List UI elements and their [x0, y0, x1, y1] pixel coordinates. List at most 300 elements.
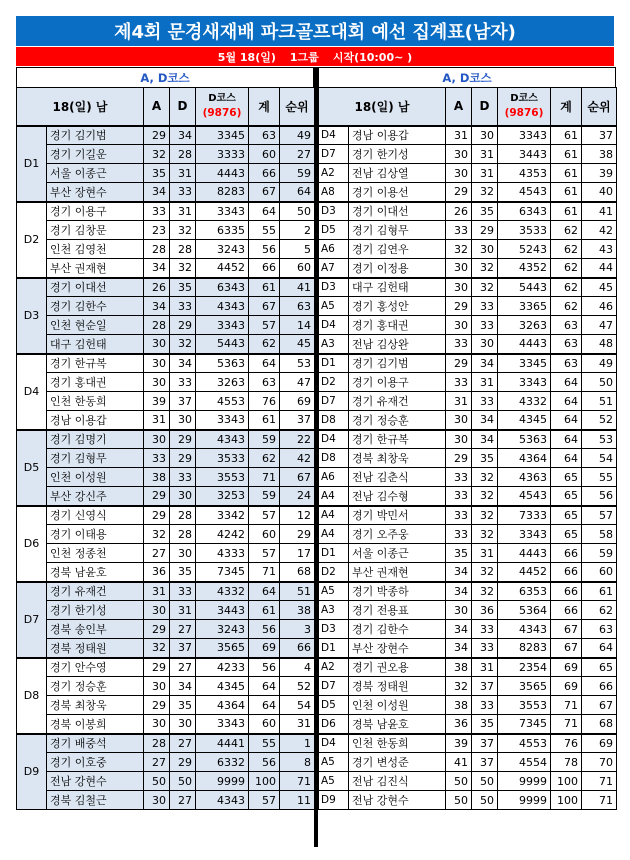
table-row	[319, 240, 617, 259]
table-row	[319, 715, 617, 734]
score-total: 55	[249, 221, 280, 240]
score-dcourse: 4452	[196, 259, 249, 278]
score-d: 28	[170, 506, 196, 525]
score-d: 34	[472, 411, 498, 430]
player-name: 전남 김춘식	[349, 468, 446, 487]
header-rank: 순위	[582, 88, 617, 126]
score-dcourse: 4364	[498, 449, 551, 468]
rank: 12	[280, 506, 315, 525]
player-name: 경기 김기범	[47, 126, 144, 145]
rank: 2	[280, 221, 315, 240]
score-a: 33	[446, 487, 472, 506]
table-row	[17, 734, 315, 753]
player-name: 서울 이종근	[349, 544, 446, 563]
rank: 70	[582, 753, 617, 772]
player-name: 경북 김철근	[47, 791, 144, 810]
score-d: 33	[472, 392, 498, 411]
score-a: 31	[144, 582, 170, 601]
score-a: 32	[144, 525, 170, 544]
player-name: 경기 한기성	[47, 601, 144, 620]
score-total: 57	[249, 544, 280, 563]
score-dcourse: 6343	[498, 202, 551, 221]
score-total: 60	[249, 145, 280, 164]
group-code: D9	[17, 734, 47, 810]
group-code: D1	[319, 544, 349, 563]
table-row	[319, 639, 617, 658]
header-total: 계	[249, 88, 280, 126]
table-row	[17, 563, 315, 582]
group-code: A4	[319, 487, 349, 506]
score-d: 34	[472, 430, 498, 449]
table-row	[319, 677, 617, 696]
table-row	[17, 601, 315, 620]
score-dcourse: 3553	[196, 468, 249, 487]
player-name: 부산 장현수	[349, 639, 446, 658]
score-total: 62	[551, 278, 582, 297]
score-dcourse: 5243	[498, 240, 551, 259]
score-dcourse: 3343	[498, 373, 551, 392]
score-a: 38	[446, 658, 472, 677]
score-a: 26	[144, 278, 170, 297]
player-name: 인천 정종천	[47, 544, 144, 563]
table-row	[319, 620, 617, 639]
schedule-group: 1그룹	[289, 50, 319, 64]
table-row	[319, 601, 617, 620]
rank: 39	[582, 164, 617, 183]
score-d: 32	[472, 487, 498, 506]
group-code: D3	[319, 620, 349, 639]
score-a: 30	[446, 278, 472, 297]
rank: 50	[280, 202, 315, 221]
score-total: 61	[249, 601, 280, 620]
rank: 27	[280, 145, 315, 164]
score-a: 29	[446, 297, 472, 316]
player-name: 부산 권재현	[47, 259, 144, 278]
rank: 61	[582, 582, 617, 601]
score-a: 38	[144, 468, 170, 487]
score-dcourse: 4345	[498, 411, 551, 430]
score-total: 66	[551, 544, 582, 563]
table-row	[319, 202, 617, 221]
header-d: D	[170, 88, 196, 126]
score-dcourse: 4553	[196, 392, 249, 411]
score-d: 29	[170, 753, 196, 772]
score-d: 31	[170, 202, 196, 221]
table-row	[17, 335, 315, 354]
score-d: 35	[472, 715, 498, 734]
player-name: 경기 김형무	[349, 221, 446, 240]
group-code: D5	[319, 696, 349, 715]
group-code: D3	[319, 202, 349, 221]
score-a: 34	[144, 259, 170, 278]
group-code: A5	[319, 772, 349, 791]
group-code: D2	[17, 202, 47, 278]
score-d: 31	[472, 544, 498, 563]
score-dcourse: 3533	[498, 221, 551, 240]
score-total: 69	[551, 677, 582, 696]
score-d: 34	[170, 677, 196, 696]
score-d: 29	[170, 430, 196, 449]
table-row	[319, 145, 617, 164]
score-d: 33	[170, 468, 196, 487]
table-row	[17, 791, 315, 810]
score-d: 35	[170, 696, 196, 715]
rank: 38	[280, 601, 315, 620]
score-dcourse: 4233	[196, 658, 249, 677]
score-a: 33	[144, 202, 170, 221]
score-dcourse: 3343	[498, 525, 551, 544]
table-row	[319, 335, 617, 354]
score-d: 30	[472, 240, 498, 259]
rank: 38	[582, 145, 617, 164]
player-name: 경기 이대선	[349, 202, 446, 221]
score-total: 61	[551, 164, 582, 183]
score-dcourse: 4543	[498, 487, 551, 506]
score-a: 30	[446, 145, 472, 164]
score-total: 57	[249, 506, 280, 525]
player-name: 경북 최창욱	[349, 449, 446, 468]
table-row	[17, 487, 315, 506]
score-dcourse: 3345	[498, 354, 551, 373]
player-name: 경기 이용구	[47, 202, 144, 221]
score-a: 30	[446, 316, 472, 335]
group-code: A6	[319, 240, 349, 259]
rank: 66	[582, 677, 617, 696]
rank: 60	[280, 259, 315, 278]
table-row	[17, 753, 315, 772]
table-row	[17, 259, 315, 278]
score-total: 59	[249, 487, 280, 506]
score-d: 34	[472, 354, 498, 373]
group-code: A4	[319, 506, 349, 525]
score-dcourse: 4332	[196, 582, 249, 601]
score-d: 30	[472, 335, 498, 354]
schedule-date: 5월 18(일)	[217, 50, 276, 64]
score-a: 30	[144, 430, 170, 449]
score-a: 30	[446, 259, 472, 278]
rank: 52	[280, 677, 315, 696]
rank: 24	[280, 487, 315, 506]
player-name: 경기 이용선	[349, 183, 446, 202]
score-a: 32	[446, 240, 472, 259]
score-d: 31	[170, 601, 196, 620]
group-code: A5	[319, 582, 349, 601]
group-code: A3	[319, 601, 349, 620]
player-name: 경기 김연우	[349, 240, 446, 259]
score-a: 50	[144, 772, 170, 791]
player-name: 전남 김진식	[349, 772, 446, 791]
score-total: 64	[249, 677, 280, 696]
player-name: 인천 김영천	[47, 240, 144, 259]
header-d: D	[472, 88, 498, 126]
schedule-start: 시작(10:00~ )	[332, 50, 413, 64]
score-dcourse: 4441	[196, 734, 249, 753]
score-d: 35	[472, 449, 498, 468]
rank: 67	[280, 468, 315, 487]
header-dcourse-label: D코스	[510, 93, 538, 105]
score-total: 64	[249, 354, 280, 373]
player-name: 전남 김상완	[349, 335, 446, 354]
score-a: 34	[446, 620, 472, 639]
rank: 53	[280, 354, 315, 373]
score-dcourse: 3343	[196, 411, 249, 430]
table-row	[319, 563, 617, 582]
score-total: 71	[551, 696, 582, 715]
table-row	[17, 525, 315, 544]
header-a: A	[446, 88, 472, 126]
table-row	[17, 468, 315, 487]
score-total: 65	[551, 468, 582, 487]
score-total: 63	[249, 126, 280, 145]
score-dcourse: 6343	[196, 278, 249, 297]
table-row	[319, 183, 617, 202]
rank: 52	[582, 411, 617, 430]
rank: 46	[582, 297, 617, 316]
score-dcourse: 3253	[196, 487, 249, 506]
group-code: D4	[319, 126, 349, 145]
score-a: 33	[446, 506, 472, 525]
score-a: 23	[144, 221, 170, 240]
score-a: 34	[144, 183, 170, 202]
page-title: 제4회 문경새재배 파크골프대회 예선 집계표(남자)	[16, 16, 614, 46]
score-dcourse: 7345	[196, 563, 249, 582]
score-d: 33	[170, 582, 196, 601]
score-dcourse: 5363	[498, 430, 551, 449]
rank: 60	[582, 563, 617, 582]
score-dcourse: 4345	[196, 677, 249, 696]
score-d: 28	[170, 145, 196, 164]
score-dcourse: 7345	[498, 715, 551, 734]
score-dcourse: 5443	[196, 335, 249, 354]
score-a: 30	[144, 354, 170, 373]
player-name: 경기 김형무	[47, 449, 144, 468]
group-code: A4	[319, 525, 349, 544]
player-name: 경기 유재건	[47, 582, 144, 601]
score-d: 31	[472, 145, 498, 164]
score-dcourse: 4343	[498, 620, 551, 639]
score-dcourse: 3345	[196, 126, 249, 145]
score-d: 29	[170, 449, 196, 468]
score-dcourse: 3342	[196, 506, 249, 525]
score-d: 33	[472, 297, 498, 316]
header-day: 18(일) 남	[17, 88, 144, 126]
score-dcourse: 6353	[498, 582, 551, 601]
score-total: 63	[551, 354, 582, 373]
score-dcourse: 4543	[498, 183, 551, 202]
player-name: 경기 박민서	[349, 506, 446, 525]
player-name: 경북 남윤호	[47, 563, 144, 582]
score-dcourse: 3565	[196, 639, 249, 658]
player-name: 경기 한규복	[349, 430, 446, 449]
score-d: 32	[472, 506, 498, 525]
player-name: 경남 이용갑	[349, 126, 446, 145]
score-total: 76	[551, 734, 582, 753]
score-d: 34	[170, 126, 196, 145]
table-row	[17, 183, 315, 202]
score-a: 35	[144, 164, 170, 183]
score-a: 39	[446, 734, 472, 753]
group-code: D8	[319, 411, 349, 430]
score-a: 32	[144, 639, 170, 658]
score-dcourse: 4452	[498, 563, 551, 582]
score-total: 59	[249, 430, 280, 449]
score-a: 26	[446, 202, 472, 221]
score-dcourse: 3443	[196, 601, 249, 620]
rank: 64	[280, 183, 315, 202]
score-a: 30	[446, 164, 472, 183]
score-total: 56	[249, 753, 280, 772]
player-name: 경기 한기성	[349, 145, 446, 164]
player-name: 서울 이종근	[47, 164, 144, 183]
table-row	[319, 411, 617, 430]
score-a: 38	[446, 696, 472, 715]
score-d: 32	[472, 259, 498, 278]
player-name: 대구 김헌태	[47, 335, 144, 354]
score-total: 61	[551, 183, 582, 202]
score-d: 35	[170, 278, 196, 297]
score-dcourse: 4443	[196, 164, 249, 183]
rank: 41	[280, 278, 315, 297]
score-a: 28	[144, 240, 170, 259]
score-a: 29	[144, 506, 170, 525]
group-score-table	[16, 87, 315, 810]
score-d: 33	[472, 639, 498, 658]
table-row	[17, 677, 315, 696]
rank: 51	[582, 392, 617, 411]
score-a: 29	[446, 354, 472, 373]
score-total: 64	[551, 373, 582, 392]
rank: 50	[582, 373, 617, 392]
rank: 17	[280, 544, 315, 563]
score-total: 76	[249, 392, 280, 411]
rank: 47	[582, 316, 617, 335]
group-code: A3	[319, 335, 349, 354]
table-row	[319, 525, 617, 544]
table-row	[319, 373, 617, 392]
group-code: D4	[319, 734, 349, 753]
score-total: 56	[249, 658, 280, 677]
rank: 8	[280, 753, 315, 772]
score-dcourse: 3565	[498, 677, 551, 696]
table-row	[319, 316, 617, 335]
player-name: 부산 권재현	[349, 563, 446, 582]
table-row	[17, 240, 315, 259]
rank: 42	[280, 449, 315, 468]
score-total: 64	[551, 449, 582, 468]
score-a: 36	[144, 563, 170, 582]
score-d: 30	[170, 715, 196, 734]
score-total: 60	[249, 525, 280, 544]
score-dcourse: 8283	[196, 183, 249, 202]
score-total: 69	[249, 639, 280, 658]
score-dcourse: 3533	[196, 449, 249, 468]
score-total: 62	[551, 240, 582, 259]
table-row	[17, 202, 315, 221]
score-total: 63	[249, 373, 280, 392]
rank: 71	[582, 791, 617, 810]
player-name: 경기 김창문	[47, 221, 144, 240]
group-code: D3	[319, 278, 349, 297]
score-total: 62	[249, 335, 280, 354]
table-row	[319, 582, 617, 601]
score-d: 31	[170, 164, 196, 183]
table-row	[319, 259, 617, 278]
table-row	[17, 620, 315, 639]
score-d: 37	[170, 392, 196, 411]
player-name: 경기 이용구	[349, 373, 446, 392]
course-label: A, D코스	[16, 67, 314, 87]
table-header-row	[319, 88, 617, 126]
score-a: 29	[144, 487, 170, 506]
table-row	[17, 278, 315, 297]
group-code: A5	[319, 753, 349, 772]
group-code: D4	[17, 354, 47, 430]
table-row	[17, 772, 315, 791]
player-name: 경북 최창욱	[47, 696, 144, 715]
table-row	[319, 449, 617, 468]
rank: 55	[582, 468, 617, 487]
score-dcourse: 4353	[498, 164, 551, 183]
score-total: 62	[249, 449, 280, 468]
score-d: 27	[170, 658, 196, 677]
player-name: 경기 김명기	[47, 430, 144, 449]
score-d: 30	[170, 487, 196, 506]
player-name: 경기 정승훈	[47, 677, 144, 696]
score-a: 33	[446, 373, 472, 392]
table-row	[17, 145, 315, 164]
score-total: 78	[551, 753, 582, 772]
rank: 68	[582, 715, 617, 734]
group-code: D6	[17, 506, 47, 582]
score-d: 29	[170, 316, 196, 335]
table-row	[319, 734, 617, 753]
table-row	[319, 772, 617, 791]
score-a: 30	[144, 601, 170, 620]
group-code: D1	[319, 354, 349, 373]
group-code: D1	[319, 639, 349, 658]
score-a: 34	[446, 582, 472, 601]
table-row	[319, 544, 617, 563]
table-row	[319, 126, 617, 145]
player-name: 부산 강신주	[47, 487, 144, 506]
header-dcourse-par: (9876)	[202, 107, 242, 120]
ranking-panel	[318, 67, 616, 810]
rank: 11	[280, 791, 315, 810]
rank: 37	[280, 411, 315, 430]
header-a: A	[144, 88, 170, 126]
player-name: 경기 김한수	[47, 297, 144, 316]
rank: 56	[582, 487, 617, 506]
player-name: 경기 홍대권	[349, 316, 446, 335]
score-a: 30	[446, 601, 472, 620]
header-day: 18(일) 남	[319, 88, 446, 126]
group-code: D7	[319, 677, 349, 696]
score-total: 64	[249, 202, 280, 221]
score-total: 71	[249, 468, 280, 487]
score-total: 56	[249, 620, 280, 639]
score-a: 39	[144, 392, 170, 411]
score-d: 35	[472, 202, 498, 221]
table-row	[319, 506, 617, 525]
score-d: 50	[170, 772, 196, 791]
table-row	[17, 658, 315, 677]
group-code: D3	[17, 278, 47, 354]
score-a: 30	[144, 335, 170, 354]
table-row	[319, 791, 617, 810]
rank: 59	[280, 164, 315, 183]
player-name: 경기 유재건	[349, 392, 446, 411]
score-a: 30	[144, 791, 170, 810]
